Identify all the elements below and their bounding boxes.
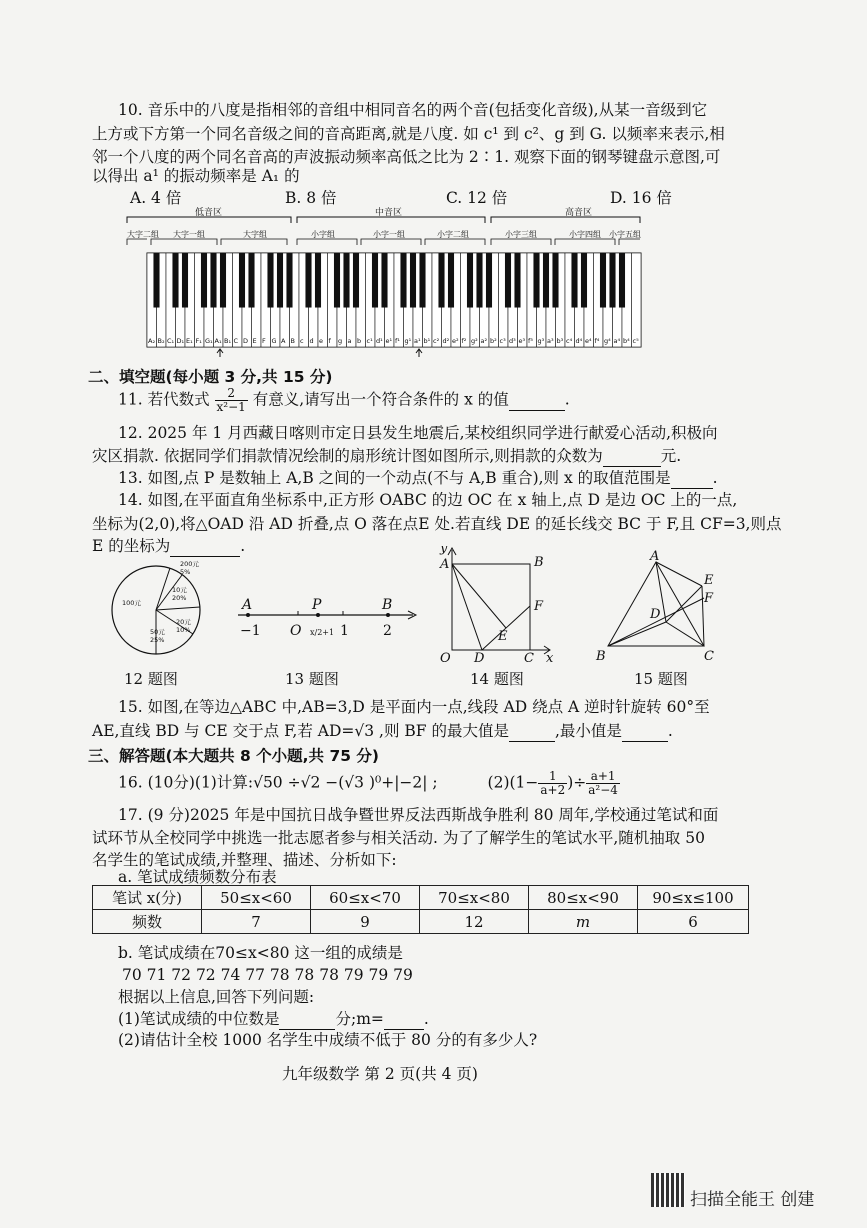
black-key [552,253,558,308]
svg-text:C: C [524,651,534,664]
black-key [581,253,587,308]
black-key [571,253,577,308]
group-1: 大字二组 [127,230,159,239]
figure-15-triangle [594,548,724,666]
key-label: B₂ [157,337,165,345]
key-label: E₁ [186,337,193,345]
q17-line3: 名学生的笔试成绩,并整理、描述、分析如下: [92,851,397,869]
black-key [381,253,387,308]
black-key [609,253,615,308]
q10-option-a: A. 4 倍 [130,189,182,207]
svg-text:−1: −1 [240,623,261,639]
svg-text:B: B [596,649,606,664]
svg-text:F: F [534,599,544,614]
q14-line2: 坐标为(2,0),将△OAD 沿 AD 折叠,点 O 落在点E 处.若直线 DE 的延长线交 BC 于 F,且 CF=3,则点 [92,515,782,533]
black-key [505,253,511,308]
black-key [220,253,226,308]
key-label: c³ [499,337,506,345]
key-label: f⁴ [594,337,600,345]
black-key [305,253,311,308]
q17-q2: (2)请估计全校 1000 名学生中成绩不低于 80 分的有多少人? [118,1031,538,1049]
black-key [410,253,416,308]
key-label: d⁴ [575,337,583,345]
key-label: a [347,337,352,345]
key-label: c [300,337,304,345]
key-label: g² [471,337,478,345]
black-key [201,253,207,308]
black-key [239,253,245,308]
q15-line2: AE,直线 BD 与 CE 交于点 F,若 AD=√3 ,则 BF 的最大值是 ,最小值是 . [92,722,673,740]
black-key [182,253,188,308]
key-label: g⁴ [604,337,611,345]
key-label: c² [433,337,440,345]
black-key [153,253,159,308]
figure-12-pie [108,560,208,660]
table-header-row: 笔试 x(分) 50≤x<60 60≤x<70 70≤x<80 80≤x<90 90≤x≤100 [93,886,749,910]
figure-13-number-line [228,595,423,655]
q10-line2: 上方或下方第一个同名音级之间的音高距离,就是八度. 如 c¹ 到 c²、g 到 G. 以频率来表示,相 [92,125,725,143]
q10-line1: 10. 音乐中的八度是指相邻的音组中相同音名的两个音(包括变化音级),从某一音级到它 [118,101,708,119]
black-key [277,253,283,308]
svg-text:A: A [242,597,253,613]
key-label: g³ [537,337,545,345]
q17-scores: 70 71 72 72 74 77 78 78 78 79 79 79 [122,966,413,984]
group-5: 小字一组 [373,230,405,239]
svg-text:10%: 10% [176,626,191,634]
key-label: f³ [528,337,533,345]
key-label: B [290,337,295,345]
key-label: A₁ [214,337,222,345]
region-low: 低音区 [195,208,223,218]
svg-text:50元: 50元 [150,628,165,636]
svg-text:P: P [312,597,322,613]
svg-text:25%: 25% [150,636,165,644]
key-label: D₁ [176,337,185,345]
group-7: 小字三组 [505,230,537,239]
black-key [248,253,254,308]
q13: 13. 如图,点 P 是数轴上 A,B 之间的一个动点(不与 A,B 重合),则 x 的取值范围是 . [118,469,718,487]
black-key [486,253,492,308]
svg-text:A: A [650,549,660,564]
key-label: b⁴ [623,337,630,345]
svg-text:y: y [440,546,448,556]
svg-text:B: B [534,555,544,570]
q15-line1: 15. 如图,在等边△ABC 中,AB=3,D 是平面内一点,线段 AD 绕点 A 逆时针旋转 60°至 [118,698,710,716]
q11: 11. 若代数式 $\frac{2}{\text{x²−1}}$ 有意义,请写出一个符合条件的 x 的值 . [118,386,570,414]
key-label: a³ [547,337,554,345]
black-key [619,253,625,308]
q17-line2: 试环节从全校同学中挑选一批志愿者参与相关活动. 为了了解学生的笔试水平,随机抽取 50 [92,829,705,847]
group-4: 小字组 [311,230,335,239]
key-label: b¹ [423,337,431,345]
key-label: d [309,337,314,345]
key-label: C [233,337,239,345]
caption-14: 14 题图 [470,670,524,688]
section-2-title: 二、填空题(每小题 3 分,共 15 分) [88,368,333,386]
caption-13: 13 题图 [285,670,339,688]
q17-a: a. 笔试成绩频数分布表 [118,868,277,886]
caption-15: 15 题图 [634,670,688,688]
q12-line1: 12. 2025 年 1 月西藏日喀则市定日县发生地震后,某校组织同学进行献爱心活动,积极向 [118,424,718,442]
black-key [210,253,216,308]
key-label: c⁴ [566,337,573,345]
svg-text:x/2+1: x/2+1 [310,628,335,637]
qr-code-icon [651,1173,685,1207]
key-label: f² [461,337,467,345]
black-key [600,253,606,308]
svg-text:E: E [498,629,508,644]
black-key [343,253,349,308]
svg-text:B: B [382,597,393,613]
svg-text:E: E [704,573,714,588]
q17-c: 根据以上信息,回答下列问题: [118,988,315,1006]
svg-text:C: C [704,649,714,664]
black-key [400,253,406,308]
svg-text:1: 1 [340,623,349,639]
group-9: 小字五组 [609,230,641,239]
key-label: g [338,337,343,345]
black-key [353,253,359,308]
group-6: 小字二组 [437,230,469,239]
group-3: 大字组 [243,230,267,239]
q10-option-c: C. 12 倍 [446,189,508,207]
svg-text:O: O [440,651,451,664]
svg-text:5%: 5% [180,568,191,576]
svg-text:10元: 10元 [172,586,187,594]
key-label: e⁴ [585,337,592,345]
key-label: D [243,337,249,345]
svg-text:20元: 20元 [176,618,191,626]
black-key [172,253,178,308]
white-key [632,253,642,347]
key-label: d² [442,337,450,345]
q14-line3: E 的坐标为 . [92,537,246,555]
svg-text:D: D [474,651,485,664]
svg-text:O: O [290,623,302,639]
black-key [334,253,340,308]
section-3-title: 三、解答题(本大题共 8 个小题,共 75 分) [88,747,379,765]
svg-text:F: F [704,591,714,606]
black-key [543,253,549,308]
piano-keyboard-figure [125,205,645,357]
q16: 16. (10分)(1)计算:√50 ÷√2 −(√3 )⁰+|−2| ; (2)(1− $\frac{1}{a+2}$ )÷ $\frac{a+1}{\text{a²−4}}$ [118,769,618,797]
key-label: A₂ [148,337,156,345]
figure-14-square [434,546,554,664]
key-label: d³ [509,337,516,345]
key-label: e² [452,337,459,345]
black-key [533,253,539,308]
svg-text:100元: 100元 [122,599,141,607]
key-label: a² [480,337,488,345]
black-key [438,253,444,308]
region-high: 高音区 [565,208,593,218]
table-row: 频数 7 9 12 m 6 [93,910,749,934]
group-2: 大字一组 [173,230,205,239]
arrow-a1-high [416,349,422,357]
black-key [315,253,321,308]
key-label: g¹ [404,337,412,345]
black-key [372,253,378,308]
svg-text:200元: 200元 [180,560,199,568]
key-label: F₁ [195,337,202,345]
q17-q1: (1)笔试成绩的中位数是 分;m= . [118,1010,429,1028]
svg-text:20%: 20% [172,594,187,602]
key-label: a¹ [414,337,421,345]
region-mid: 中音区 [375,208,403,218]
key-label: G₁ [205,337,213,345]
key-label: B₁ [224,337,232,345]
q14-line1: 14. 如图,在平面直角坐标系中,正方形 OABC 的边 OC 在 x 轴上,点 D 是边 OC 上的一点, [118,491,738,509]
key-label: b [357,337,362,345]
group-8: 小字四组 [569,230,601,239]
key-label: a⁴ [613,337,621,345]
q10-option-d: D. 16 倍 [610,189,672,207]
black-key [448,253,454,308]
q17-b: b. 笔试成绩在70≤x<80 这一组的成绩是 [118,944,403,962]
key-label: A [281,337,286,345]
black-key [267,253,273,308]
key-label: E [252,337,257,345]
black-key [467,253,473,308]
key-label: e¹ [385,337,393,345]
svg-text:A: A [440,557,450,572]
black-key [514,253,520,308]
key-label: c¹ [366,337,373,345]
key-label: e³ [518,337,526,345]
q12-line2: 灾区捐款. 依据同学们捐款情况绘制的扇形统计图如图所示,则捐款的众数为 元. [92,447,682,465]
black-key [286,253,292,308]
black-key [476,253,482,308]
key-label: f¹ [395,337,400,345]
key-label: C₁ [167,337,175,345]
key-label: f [328,337,331,345]
key-label: b³ [556,337,564,345]
key-label: b² [490,337,497,345]
key-label: c⁵ [632,337,639,345]
svg-text:D: D [650,607,661,622]
page-footer: 九年级数学 第 2 页(共 4 页) [282,1065,478,1083]
watermark-text: 扫描全能王 创建 [690,1190,815,1210]
black-key [419,253,425,308]
frequency-table [92,885,749,934]
svg-text:2: 2 [383,623,392,639]
svg-text:x: x [546,651,554,664]
caption-12: 12 题图 [124,670,178,688]
q10-option-b: B. 8 倍 [285,189,337,207]
key-label: d¹ [376,337,383,345]
q10-line3: 邻一个八度的两个同名音高的声波振动频率高低之比为 2∶1. 观察下面的钢琴键盘示意图,可 [92,148,721,166]
key-label: e [319,337,323,345]
q17-line1: 17. (9 分)2025 年是中国抗日战争暨世界反法西斯战争胜利 80 周年,学校通过笔试和面 [118,806,719,824]
key-label: F [262,337,266,345]
q10-line4: 以得出 a¹ 的振动频率是 A₁ 的 [92,167,300,185]
arrow-a1-low [217,349,223,357]
key-label: G [271,337,277,345]
